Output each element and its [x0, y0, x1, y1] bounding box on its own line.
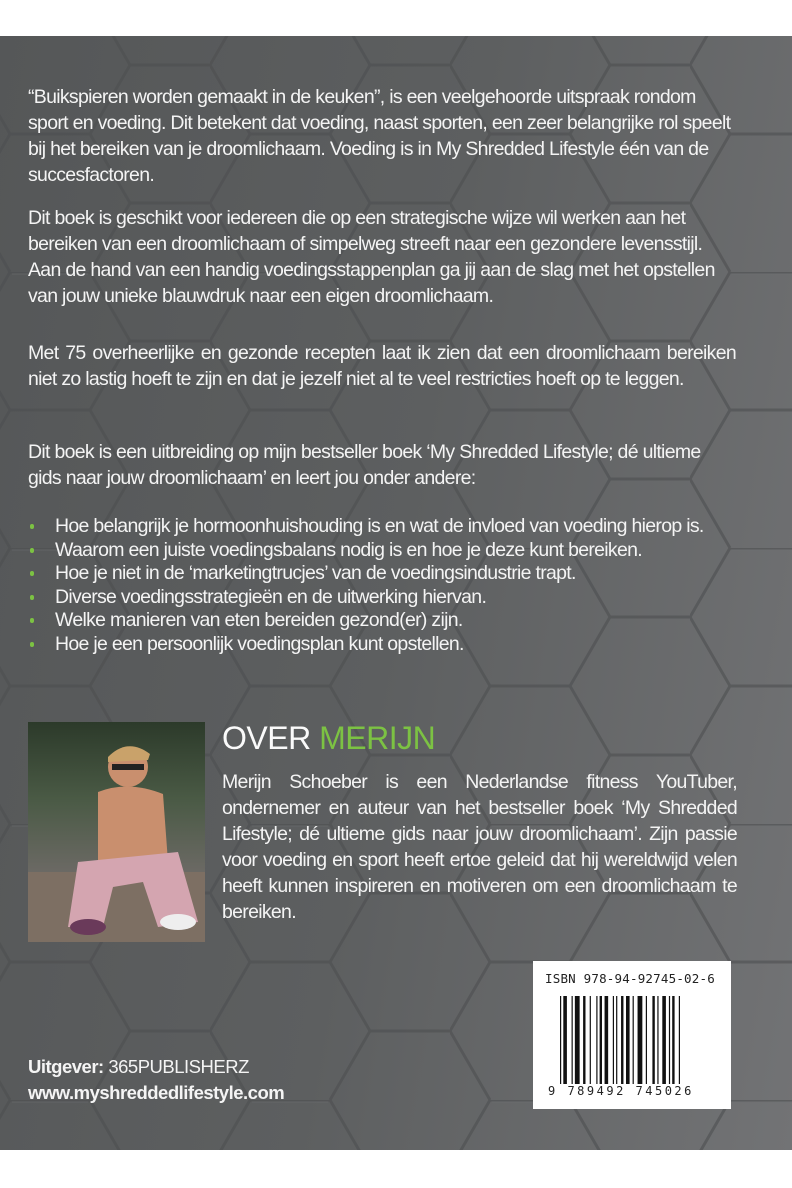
list-item [28, 609, 748, 633]
website-link: www.myshreddedlifestyle.com [28, 1082, 285, 1103]
heading-prefix: OVER [222, 720, 311, 756]
barcode-bar [560, 996, 561, 1096]
barcode-bar [616, 996, 617, 1084]
barcode-bar [626, 996, 630, 1084]
barcode-bar [646, 996, 647, 1084]
barcode-bar [563, 996, 567, 1096]
barcode-bar [600, 996, 602, 1084]
bullet-icon [30, 524, 34, 529]
audience-paragraph: Dit boek is geschikt voor iedereen die op een strategische wijze wil werken aan het bereiken van een droomlichaam of simpelweg streeft naar een gezondere levensstijl. Aan de hand van een handig voedingsstappenplan ga jij aan de slag met het opstellen van jouw unieke blauwdruk naar een eigen droomlichaam. [28, 207, 715, 307]
barcode-bar [662, 996, 666, 1084]
list-item-text: Welke manieren van eten bereiden gezond(er) zijn. [55, 609, 463, 631]
publisher-name: 365PUBLISHERZ [108, 1056, 249, 1077]
list-item-text: Diverse voedingsstrategieën en de uitwerking hiervan. [55, 585, 487, 608]
isbn-barcode [533, 961, 731, 1109]
author-figure [28, 722, 205, 942]
barcode-bar [572, 996, 573, 1084]
expansion-paragraph: Dit boek is een uitbreiding op mijn bestseller boek ‘My Shredded Lifestyle; dé ultieme gids naar jouw droomlichaam’ en leert jou onder andere: [28, 441, 701, 489]
list-item [28, 633, 748, 657]
barcode-bars [560, 996, 705, 1096]
list-item-text: Waarom een juiste voedingsbalans nodig is en hoe je deze kunt bereiken. [55, 538, 642, 561]
about-heading [222, 720, 435, 757]
list-item-text: Hoe belangrijk je hormoonhuishouding is en wat de invloed van voeding hierop is. [55, 515, 704, 537]
barcode-bar [613, 996, 614, 1084]
barcode-bar [652, 996, 654, 1084]
list-item-text: Hoe je een persoonlijk voedingsplan kunt opstellen. [55, 632, 464, 655]
isbn-label: ISBN 978-94-92745-02-6 [545, 971, 715, 986]
recipes-paragraph: Met 75 overheerlijke en gezonde recepten laat ik zien dat een droomlichaam bereiken niet zo lastig hoeft te zijn en dat je jezelf niet al te veel restricties hoeft op te leggen. [28, 342, 736, 390]
barcode-bar [621, 996, 623, 1096]
list-item [28, 539, 748, 563]
bullet-icon [30, 571, 34, 576]
barcode-bar [679, 996, 680, 1096]
barcode-bar [633, 996, 634, 1084]
list-item-text: Hoe je niet in de ‘marketingtrucjes’ van de voedingsindustrie trapt. [55, 562, 576, 584]
topics-list [28, 515, 748, 656]
barcode-bar [672, 996, 674, 1096]
bullet-icon [30, 642, 34, 647]
barcode-bar [596, 996, 597, 1084]
book-back-cover [0, 36, 792, 1150]
publisher [28, 1054, 249, 1080]
bullet-icon [30, 548, 34, 553]
barcode-bar [590, 996, 591, 1084]
author-bio: Merijn Schoeber is een Nederlandse fitness YouTuber, ondernemer en auteur van het bestseller boek ‘My Shredded Lifestyle; dé ultieme gids naar jouw droomlichaam’. Zijn passie voor voeding en sport heeft ertoe geleid dat hij wereldwijd velen heeft kunnen inspireren en motiveren om een droomlichaam te bereiken. [222, 771, 737, 923]
barcode-bar [575, 996, 580, 1084]
list-item [28, 562, 748, 586]
intro-paragraph: “Buikspieren worden gemaakt in de keuken”, is een veelgehoorde uitspraak rondom sport en voeding. Dit betekent dat voeding, naast sporten, een zeer belangrijke rol speelt bij het bereiken van je droomlichaam. Voeding is in My Shredded Lifestyle één van de succesfactoren. [28, 86, 731, 186]
bullet-icon [30, 595, 34, 600]
publisher-label: Uitgever: [28, 1056, 104, 1077]
barcode-bar [669, 996, 670, 1084]
barcode-bar [638, 996, 643, 1084]
barcode-bar [605, 996, 609, 1084]
barcode-bar [657, 996, 658, 1084]
heading-name: MERIJN [319, 720, 436, 756]
barcode-bar [583, 996, 585, 1084]
author-photo [28, 722, 205, 942]
list-item [28, 586, 748, 610]
list-item [28, 515, 748, 539]
bullet-icon [30, 618, 34, 623]
barcode-number: 9 789492 745026 [548, 1084, 694, 1098]
